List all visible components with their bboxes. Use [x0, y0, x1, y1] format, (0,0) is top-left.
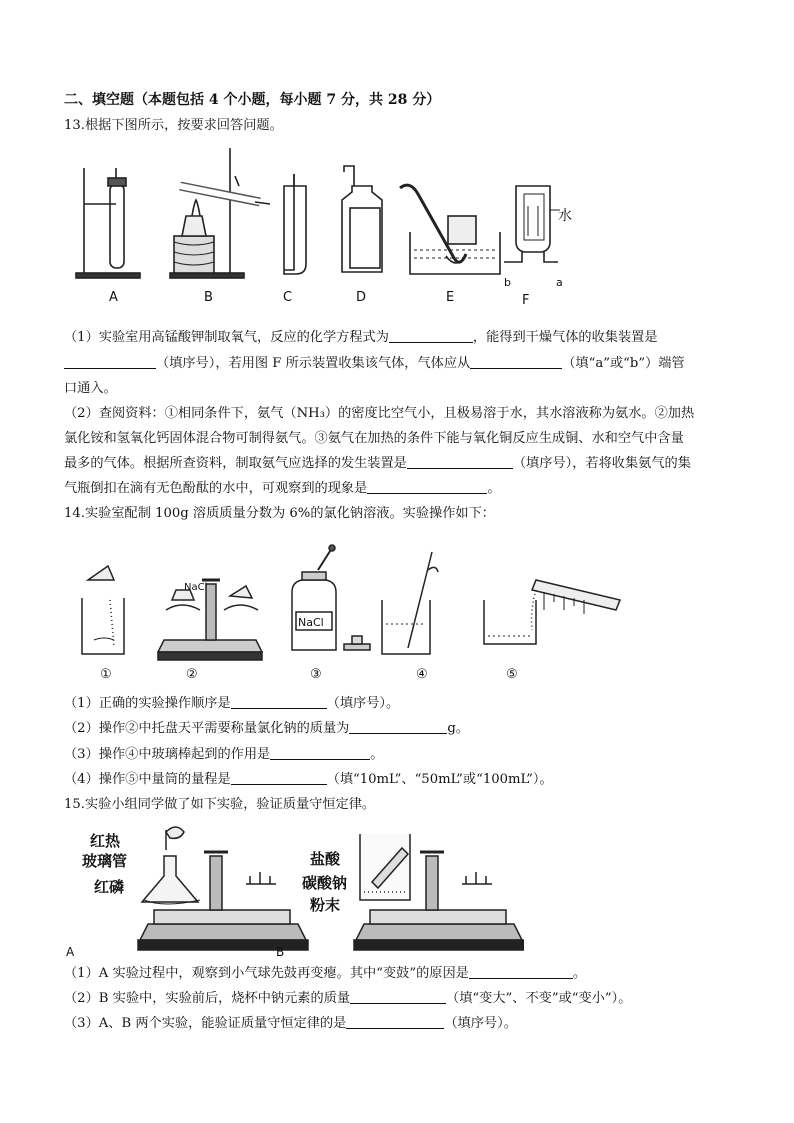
answer-blank[interactable] [470, 355, 562, 369]
q13-stem: 13.根据下图所示，按要求回答问题。 [64, 118, 283, 133]
q15-sub1: （1）A 实验过程中，观察到小气球先鼓再变瘪。其中“变鼓”的原因是 。 [64, 966, 587, 981]
fig13-port-a: a [556, 276, 563, 289]
answer-blank[interactable] [231, 771, 327, 785]
section-heading: 二、填空题（本题包括 4 个小题，每小题 7 分，共 28 分） [64, 92, 441, 108]
apparatus-f-bottle [504, 186, 560, 262]
operation-1-pour [82, 566, 124, 654]
q15-sub3: （3）A、B 两个实验，能验证质量守恒定律的是 （填序号）。 [64, 1016, 517, 1031]
q13-part2-line1: （2）查阅资料：①相同条件下，氨气（NH₃）的密度比空气小，且极易溶于水，其水溶液称为氨水。②加热 [64, 406, 695, 421]
figA-label-red-phosphorus: 红磷 [94, 878, 125, 896]
answer-blank[interactable] [407, 455, 513, 469]
q14-sub4: （4）操作⑤中量筒的量程是 （填“10mL”、“50mL”或“100mL”）。 [64, 772, 553, 787]
experiment-b-apparatus [354, 834, 524, 950]
q14-sub1: （1）正确的实验操作顺序是 （填序号）。 [64, 696, 400, 711]
apparatus-d-bottle [342, 166, 382, 272]
answer-blank[interactable] [389, 329, 473, 343]
fig13-label-f: F [522, 293, 530, 308]
fig13-label-a: A [109, 290, 118, 305]
answer-blank[interactable] [349, 720, 447, 734]
apparatus-c-bottle [284, 174, 306, 274]
q14-operations-figure [74, 540, 634, 684]
answer-blank[interactable] [346, 1015, 444, 1029]
fig13-label-e: E [446, 290, 455, 305]
q15-experiment-figure [64, 820, 524, 960]
operation-4-stirring [382, 552, 438, 654]
figB-label-powder: 粉末 [310, 896, 341, 914]
answer-blank[interactable] [350, 990, 446, 1004]
apparatus-e-trough [400, 185, 500, 274]
operation-5-cylinder-pour [484, 580, 620, 644]
q13-part1-line2: （填序号），若用图 F 所示装置收集该气体，气体应从 （填“a”或“b”）端管 [64, 355, 734, 373]
fig14-label-1: ① [100, 667, 112, 682]
fig13-port-b: b [504, 276, 511, 289]
fig14-label-5: ⑤ [506, 667, 518, 682]
figB-caption: B [276, 945, 285, 959]
q15-stem: 15.实验小组同学做了如下实验，验证质量守恒定律。 [64, 797, 376, 812]
fig13-label-c: C [283, 290, 293, 305]
q13-part2-line4: 气瓶倒扣在滴有无色酚酞的水中，可观察到的现象是 。 [64, 481, 501, 496]
q14-stem: 14.实验室配制 100g 溶质质量分数为 6%的氯化钠溶液。实验操作如下： [64, 506, 495, 521]
q14-sub3: （3）操作④中玻璃棒起到的作用是 。 [64, 747, 384, 762]
q14-sub2: （2）操作②中托盘天平需要称量氯化钠的质量为 g。 [64, 721, 469, 736]
fig14-nacl-pan-label: NaCl [184, 582, 208, 593]
fig14-label-3: ③ [310, 667, 322, 682]
apparatus-b-heating [170, 148, 270, 278]
q13-apparatus-figure [70, 146, 590, 310]
q13-part1-line1: （1）实验室用高锰酸钾制取氧气，反应的化学方程式为 ，能得到干燥气体的收集装置是 [64, 330, 658, 345]
figB-label-sodium-carbonate: 碳酸钠 [302, 874, 348, 892]
fig13-label-d: D [356, 290, 367, 305]
fig14-label-2: ② [186, 667, 198, 682]
q13-part1-line3: 口通入。 [64, 381, 117, 396]
figB-label-hydrochloric-acid: 盐酸 [310, 850, 341, 868]
q13-part2-line3: 最多的气体。根据所查资料，制取氨气应选择的发生装置是 （填序号），若将收集氨气的集 [64, 456, 691, 471]
figA-label-glass-tube: 玻璃管 [82, 852, 128, 870]
answer-blank[interactable] [270, 746, 370, 760]
operation-2-balance [158, 580, 262, 660]
answer-blank[interactable] [64, 355, 156, 369]
figA-label-red-hot: 红热 [90, 832, 121, 850]
apparatus-a-stand [76, 168, 140, 278]
q13-part2-line2: 氯化铵和氢氧化钙固体混合物可制得氨气。③氨气在加热的条件下能与氧化铜反应生成铜、水和空气中含量 [64, 431, 684, 446]
answer-blank[interactable] [231, 695, 327, 709]
experiment-a-apparatus [138, 827, 308, 950]
q15-sub2: （2）B 实验中，实验前后，烧杯中钠元素的质量 （填“变大”、不变”或“变小”）。 [64, 991, 632, 1006]
answer-blank[interactable] [367, 480, 487, 494]
fig14-label-4: ④ [416, 667, 428, 682]
answer-blank[interactable] [469, 965, 573, 979]
figA-caption: A [66, 945, 75, 959]
fig13-water-label: 水 [558, 208, 572, 224]
fig13-label-b: B [204, 290, 213, 305]
operation-3-reagent-bottle [292, 545, 370, 650]
fig14-nacl-bottle-label: NaCl [298, 616, 324, 629]
